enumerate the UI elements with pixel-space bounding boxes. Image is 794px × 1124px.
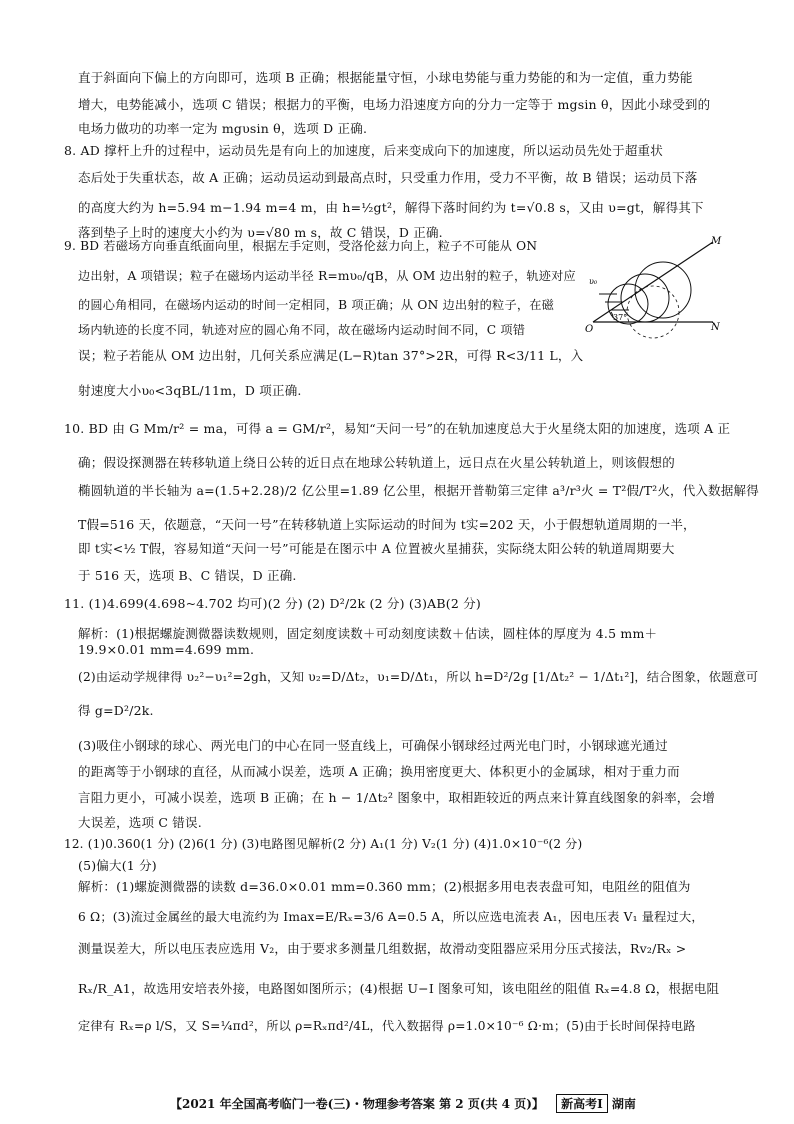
text-line: 直于斜面向下偏上的方向即可，选项 B 正确；根据能量守恒，小球电势能与重力势能的和为一定值，重力势能 xyxy=(78,70,693,85)
page-footer xyxy=(170,1094,636,1113)
label-o: O xyxy=(585,324,594,335)
text-line: (3)吸住小钢球的球心、两光电门的中心在同一竖直线上，可确保小钢球经过两光电门时，小钢球遮光通过 xyxy=(78,738,668,753)
label-v0: υ₀ xyxy=(589,277,598,286)
magnetic-field-diagram xyxy=(583,232,723,342)
text-line: 即 t实<½ T假，容易知道“天问一号”可能是在图示中 A 位置被火星捕获，实际绕太阳公转的轨道周期要大 xyxy=(78,541,675,556)
text-line: Rₓ/R_A1，故选用安培表外接，电路图如图所示；(4)根据 U−I 图象可知，该电阻丝的阻值 Rₓ=4.8 Ω，根据电阻 xyxy=(78,981,720,996)
text-line: 态后处于失重状态，故 A 正确；运动员运动到最高点时，只受重力作用，受力不平衡，故 B 错误；运动员下落 xyxy=(78,170,698,185)
text-line: 确；假设探测器在转移轨道上绕日公转的近日点在地球公转轨道上，远日点在火星公转轨道上，则该假想的 xyxy=(78,455,675,470)
text-line: 的距离等于小钢球的直径，从而减小误差，选项 A 正确；换用密度更大、体积更小的金属球，相对于重力而 xyxy=(78,764,680,779)
footer-region: 湖南 xyxy=(611,1097,636,1111)
text-line: 边出射，A 项错误；粒子在磁场内运动半径 R=mυ₀/qB，从 OM 边出射的粒子，轨迹对应 xyxy=(78,269,576,283)
text-line: 言阻力更小，可减小误差，选项 B 正确；在 h − 1/Δt₂² 图象中，取相距较近的两点来计算直线图象的斜率，会增 xyxy=(78,790,715,805)
text-line: 于 516 天，选项 B、C 错误，D 正确. xyxy=(78,568,297,583)
answer-9-line: 9. BD 若磁场方向垂直纸面向里，根据左手定则，受洛伦兹力向上，粒子不可能从 ON xyxy=(64,239,538,253)
text-line: 得 g=D²/2k. xyxy=(78,703,154,718)
footer-title: 【2021 年全国高考临门一卷(三)・物理参考答案 第 2 页(共 4 页)】 xyxy=(170,1097,544,1111)
label-n: N xyxy=(711,322,720,333)
text-line: 解析：(1)螺旋测微器的读数 d=36.0×0.01 mm=0.360 mm；(2)根据多用电表表盘可知，电阻丝的阻值为 xyxy=(78,879,691,894)
answer-10-line: 10. BD 由 G Mm/r² = ma，可得 a = GM/r²，易知“天问一号”的在轨加速度总大于火星绕太阳的加速度，选项 A 正 xyxy=(64,421,731,436)
label-m: M xyxy=(711,236,722,247)
text-line: 解析：(1)根据螺旋测微器读数规则，固定刻度读数＋可动刻度读数＋估读，圆柱体的厚度为 4.5 mm＋ xyxy=(78,626,658,641)
text-line: 椭圆轨道的半长轴为 a=(1.5+2.28)/2 亿公里=1.89 亿公里，根据开普勒第三定律 a³/r³火 = T²假/T²火，代入数据解得 xyxy=(78,483,759,498)
text-line: 测量误差大，所以电压表应选用 V₂，由于要求多测量几组数据，故滑动变阻器应采用分压式接法，Rv₂/Rₓ > xyxy=(78,941,687,956)
text-line: 定律有 Rₓ=ρ l/S，又 S=¼πd²，所以 ρ=Rₓπd²/4L，代入数据得 ρ=1.0×10⁻⁶ Ω·m；(5)由于长时间保持电路 xyxy=(78,1019,696,1033)
text-line: 增大，电势能减小，选项 C 错误；根据力的平衡，电场力沿速度方向的分力一定等于 mgsin θ，因此小球受到的 xyxy=(78,97,711,112)
text-line: (2)由运动学规律得 υ₂²−υ₁²=2gh，又知 υ₂=D/Δt₂，υ₁=D/Δt₁，所以 h=D²/2g [1/Δt₂² − 1/Δt₁²]，结合图象，依题意可 xyxy=(78,670,759,684)
text-line: 的圆心角相同，在磁场内运动的时间一定相同，B 项正确；从 ON 边出射的粒子，在磁 xyxy=(78,298,554,312)
answer-11-line: 11. (1)4.699(4.698~4.702 均可)(2 分) (2) D²/2k (2 分) (3)AB(2 分) xyxy=(64,596,481,611)
text-line: 大误差，选项 C 错误. xyxy=(78,815,202,830)
text-line: 的高度大约为 h=5.94 m−1.94 m=4 m，由 h=½gt²，解得下落时间约为 t=√0.8 s，又由 υ=gt，解得其下 xyxy=(78,200,704,215)
exam-badge: 新高考Ⅰ xyxy=(556,1094,608,1113)
text-line: (5)偏大(1 分) xyxy=(78,858,157,873)
text-line: 6 Ω；(3)流过金属丝的最大电流约为 Imax=E/Rₓ=3/6 A=0.5 A，所以应选电流表 A₁，因电压表 V₁ 量程过大， xyxy=(78,910,704,924)
text-line: 场内轨迹的长度不同，轨迹对应的圆心角不同，故在磁场内运动时间不同，C 项错 xyxy=(78,323,526,337)
text-line: 射速度大小υ₀<3qBL/11m，D 项正确. xyxy=(78,383,302,398)
answer-8-line: 8. AD 撑杆上升的过程中，运动员先是有向上的加速度，后来变成向下的加速度，所以运动员先处于超重状 xyxy=(64,143,663,158)
text-line: 19.9×0.01 mm=4.699 mm. xyxy=(78,642,255,657)
text-line: 误；粒子若能从 OM 边出射，几何关系应满足(L−R)tan 37°>2R，可得 R<3/11 L，入 xyxy=(78,348,584,363)
text-line: T假=516 天，依题意，“天问一号”在转移轨道上实际运动的时间为 t实=202 天，小于假想轨道周期的一半， xyxy=(78,517,696,532)
text-line: 落到垫子上时的速度大小约为 υ=√80 m s，故 C 错误，D 正确. xyxy=(78,225,443,240)
text-line: 电场力做功的功率一定为 mgυsin θ，选项 D 正确. xyxy=(78,121,368,136)
label-angle: 37° xyxy=(613,313,628,322)
answer-12-line: 12. (1)0.360(1 分) (2)6(1 分) (3)电路图见解析(2 分) A₁(1 分) V₂(1 分) (4)1.0×10⁻⁶(2 分) xyxy=(64,837,583,851)
